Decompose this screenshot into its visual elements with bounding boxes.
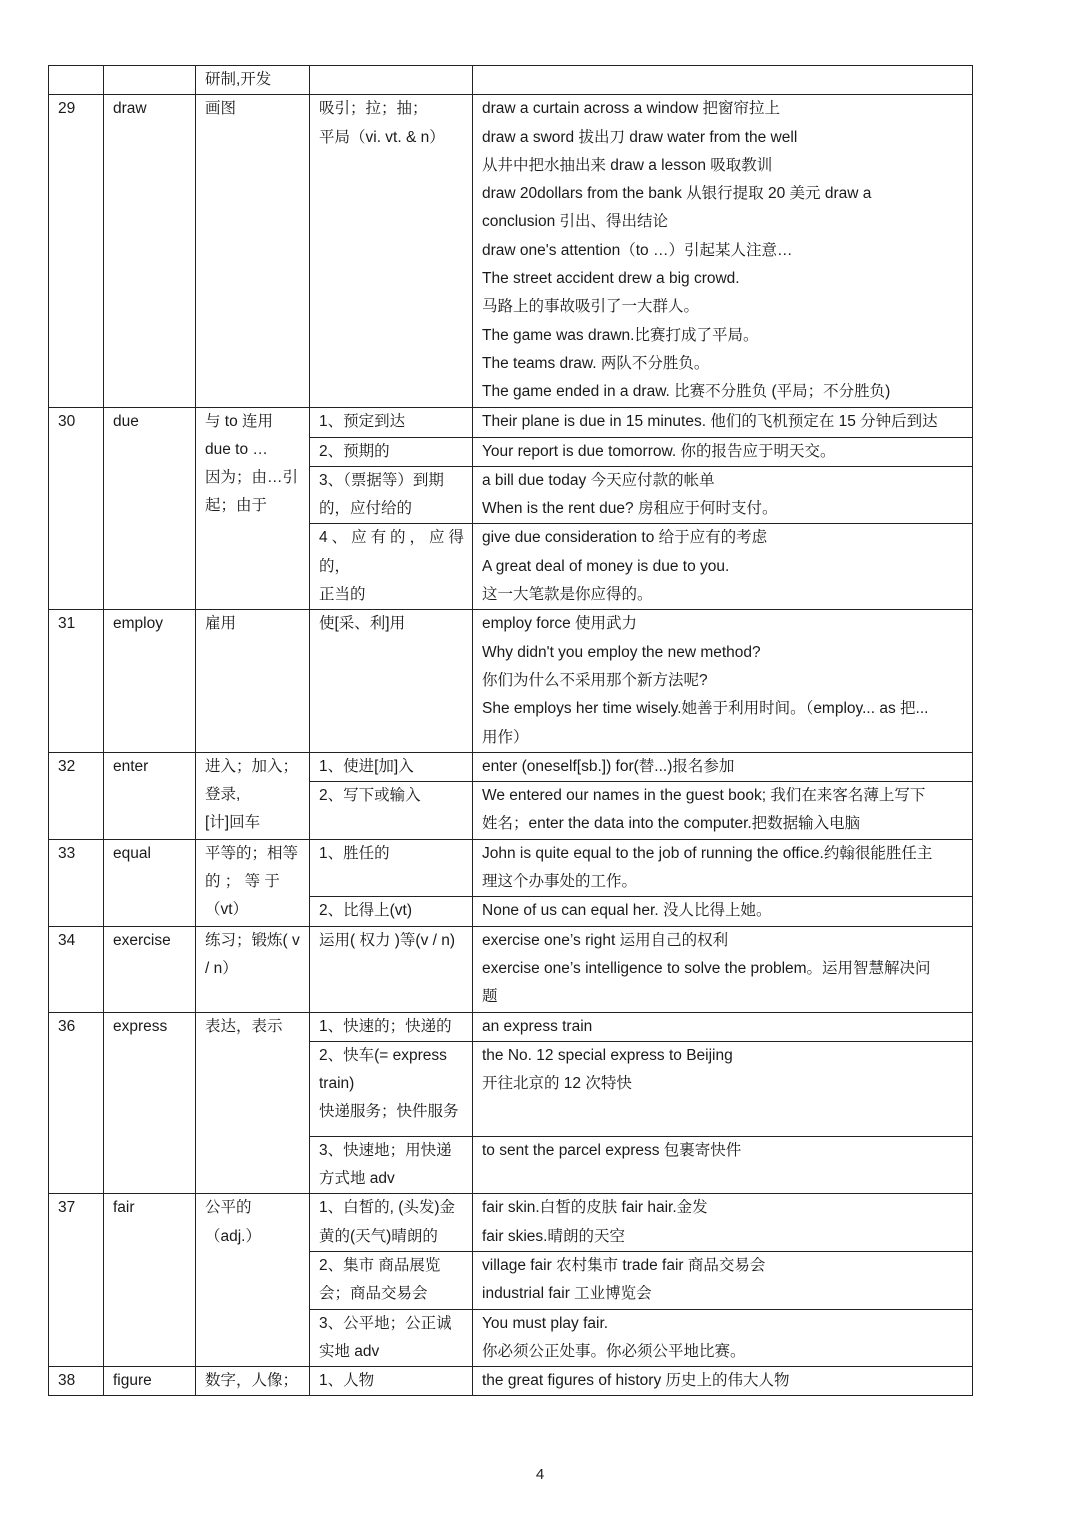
example-line: draw a curtain across a window 把窗帘拉上 bbox=[482, 100, 781, 118]
sense-meaning bbox=[310, 524, 473, 610]
entry-number: 33 bbox=[49, 839, 104, 926]
entry-word bbox=[104, 66, 196, 95]
base-meaning-line: 画图 bbox=[205, 100, 237, 118]
example-line: None of us can equal her. 没人比得上她。 bbox=[482, 902, 772, 920]
entry-row bbox=[49, 95, 973, 407]
entry-base-meaning bbox=[196, 610, 310, 752]
example-line: 姓名；enter the data into the computer.把数据输入电脑 bbox=[482, 815, 861, 833]
entry-row bbox=[49, 1194, 973, 1252]
example-line: The street accident drew a big crowd. bbox=[482, 270, 740, 288]
example-line: 开往北京的 12 次特快 bbox=[482, 1075, 632, 1093]
sense-meaning bbox=[310, 1012, 473, 1041]
sense-meaning bbox=[310, 1194, 473, 1252]
entry-word: employ bbox=[104, 610, 196, 752]
example-line: to sent the parcel express 包裹寄快件 bbox=[482, 1141, 742, 1159]
base-meaning-line: 表达，表示 bbox=[205, 1017, 283, 1035]
example-line: The teams draw. 两队不分胜负。 bbox=[482, 354, 710, 372]
sense-examples bbox=[473, 1041, 973, 1136]
sense-examples bbox=[473, 839, 973, 897]
sense-meaning-line: 2、预期的 bbox=[319, 442, 390, 460]
base-meaning-line: 登录, bbox=[205, 786, 241, 804]
entry-row bbox=[49, 66, 973, 95]
example-line: village fair 农村集市 trade fair 商品交易会 bbox=[482, 1256, 766, 1274]
sense-meaning-line: 3、公平地；公正诚 bbox=[319, 1314, 452, 1332]
sense-meaning-line: 快递服务；快件服务 bbox=[319, 1103, 459, 1121]
example-line: We entered our names in the guest book; 我们在来客名薄上写下 bbox=[482, 787, 926, 805]
entry-word: due bbox=[104, 407, 196, 610]
sense-meaning-line: 2、比得上(vt) bbox=[319, 902, 413, 920]
example-line: exercise one’s intelligence to solve the problem。运用智慧解决问 bbox=[482, 959, 931, 977]
entry-base-meaning bbox=[196, 407, 310, 610]
base-meaning-line: 的 ； 等 于 bbox=[205, 873, 280, 891]
sense-examples bbox=[473, 897, 973, 926]
sense-meaning bbox=[310, 95, 473, 407]
sense-examples bbox=[473, 610, 973, 752]
base-meaning-line: 因为；由…引 bbox=[205, 469, 299, 487]
entry-row bbox=[49, 839, 973, 897]
example-line: Your report is due tomorrow. 你的报告应于明天交。 bbox=[482, 442, 836, 460]
base-meaning-line: 进入；加入； bbox=[205, 757, 299, 775]
example-line: 题 bbox=[482, 988, 498, 1006]
sense-meaning bbox=[310, 610, 473, 752]
sense-meaning-line: 1、人物 bbox=[319, 1372, 375, 1390]
entry-number: 30 bbox=[49, 407, 104, 610]
sense-meaning-line: 3、（票据等）到期 bbox=[319, 471, 444, 489]
entry-word: enter bbox=[104, 752, 196, 839]
sense-examples bbox=[473, 926, 973, 1012]
example-line: 你必须公正处事。你必须公平地比赛。 bbox=[482, 1342, 746, 1360]
entry-number: 34 bbox=[49, 926, 104, 1012]
sense-examples bbox=[473, 95, 973, 407]
base-meaning-line: / n） bbox=[205, 959, 238, 977]
example-line: When is the rent due? 房租应于何时支付。 bbox=[482, 500, 778, 518]
sense-meaning bbox=[310, 66, 473, 95]
sense-meaning-line: 2、快车(= express bbox=[319, 1046, 447, 1064]
entry-number: 29 bbox=[49, 95, 104, 407]
example-line: 用作） bbox=[482, 728, 529, 746]
sense-examples bbox=[473, 1251, 973, 1309]
entry-base-meaning bbox=[196, 926, 310, 1012]
sense-meaning-line: 1、胜任的 bbox=[319, 844, 390, 862]
sense-meaning bbox=[310, 926, 473, 1012]
entry-base-meaning bbox=[196, 752, 310, 839]
vocabulary-table-body bbox=[49, 66, 973, 1396]
example-line: 马路上的事故吸引了一大群人。 bbox=[482, 298, 700, 316]
example-line: a bill due today 今天应付款的帐单 bbox=[482, 471, 715, 489]
entry-row bbox=[49, 926, 973, 1012]
example-line: give due consideration to 给于应有的考虑 bbox=[482, 529, 768, 547]
vocabulary-table bbox=[48, 65, 973, 1396]
sense-meaning bbox=[310, 1041, 473, 1136]
entry-number: 36 bbox=[49, 1012, 104, 1194]
entry-row bbox=[49, 1012, 973, 1041]
example-line: an express train bbox=[482, 1017, 593, 1035]
example-line: conclusion 引出、得出结论 bbox=[482, 213, 669, 231]
example-line: The game was drawn.比赛打成了平局。 bbox=[482, 326, 759, 344]
base-meaning-line: due to … bbox=[205, 440, 268, 458]
sense-meaning bbox=[310, 1136, 473, 1194]
base-meaning-line: 平等的；相等 bbox=[205, 844, 299, 862]
entry-base-meaning bbox=[196, 1194, 310, 1367]
sense-meaning-line: 正当的 bbox=[319, 586, 366, 604]
example-line: fair skin.白皙的皮肤 fair hair.金发 bbox=[482, 1199, 708, 1217]
base-meaning-line: 练习；锻炼( v bbox=[205, 931, 300, 949]
sense-meaning bbox=[310, 782, 473, 840]
entry-row bbox=[49, 752, 973, 781]
sense-meaning-line: 2、集市 商品展览 bbox=[319, 1256, 441, 1274]
example-line: 这一大笔款是你应得的。 bbox=[482, 586, 653, 604]
sense-meaning-line: 4、应有的，应得的， bbox=[319, 529, 464, 575]
entry-number: 37 bbox=[49, 1194, 104, 1367]
entry-word: equal bbox=[104, 839, 196, 926]
sense-meaning bbox=[310, 407, 473, 437]
entry-row bbox=[49, 610, 973, 752]
sense-examples bbox=[473, 1309, 973, 1367]
example-line: employ force 使用武力 bbox=[482, 615, 638, 633]
sense-examples bbox=[473, 466, 973, 524]
example-line: John is quite equal to the job of running the office.约翰很能胜任主 bbox=[482, 844, 933, 862]
sense-meaning bbox=[310, 466, 473, 524]
sense-meaning-line: 平局（vi. vt. & n） bbox=[319, 128, 445, 146]
example-line: enter (oneself[sb.]) for(替...)报名参加 bbox=[482, 757, 735, 775]
sense-meaning-line: 2、写下或输入 bbox=[319, 787, 421, 805]
example-line: the great figures of history 历史上的伟大人物 bbox=[482, 1372, 790, 1390]
base-meaning-line: 雇用 bbox=[205, 615, 237, 633]
sense-examples bbox=[473, 782, 973, 840]
sense-meaning-line: 1、白皙的, (头发)金 bbox=[319, 1199, 456, 1217]
example-line: Their plane is due in 15 minutes. 他们的飞机预定在 15 分钟后到达 bbox=[482, 412, 938, 430]
page-number: 4 bbox=[535, 1466, 545, 1483]
sense-examples bbox=[473, 1367, 973, 1396]
base-meaning-line: 研制,开发 bbox=[205, 71, 272, 88]
example-line: She employs her time wisely.她善于利用时间。（employ... as 把... bbox=[482, 700, 929, 718]
example-line: draw a sword 拔出刀 draw water from the well bbox=[482, 128, 798, 146]
example-line: draw one's attention（to …）引起某人注意… bbox=[482, 241, 793, 259]
example-line: 你们为什么不采用那个新方法呢? bbox=[482, 671, 708, 689]
sense-meaning-line: 方式地 adv bbox=[319, 1170, 395, 1188]
sense-examples bbox=[473, 524, 973, 610]
sense-meaning-line: 实地 adv bbox=[319, 1342, 380, 1360]
base-meaning-line: [计]回车 bbox=[205, 814, 261, 832]
entry-word: figure bbox=[104, 1367, 196, 1396]
sense-meaning-line: 1、快速的；快递的 bbox=[319, 1017, 452, 1035]
entry-number: 31 bbox=[49, 610, 104, 752]
entry-word: draw bbox=[104, 95, 196, 407]
sense-examples bbox=[473, 66, 973, 95]
entry-base-meaning bbox=[196, 95, 310, 407]
base-meaning-line: （adj.） bbox=[205, 1227, 261, 1245]
example-line: A great deal of money is due to you. bbox=[482, 557, 730, 575]
base-meaning-line: （vt） bbox=[205, 901, 249, 919]
entry-word: fair bbox=[104, 1194, 196, 1367]
entry-row bbox=[49, 1367, 973, 1396]
example-line: fair skies.晴朗的天空 bbox=[482, 1227, 625, 1245]
sense-examples bbox=[473, 437, 973, 466]
sense-meaning bbox=[310, 1251, 473, 1309]
entry-row bbox=[49, 407, 973, 437]
entry-base-meaning bbox=[196, 839, 310, 926]
entry-base-meaning bbox=[196, 1012, 310, 1194]
sense-meaning-line: 使[采、利]用 bbox=[319, 615, 406, 633]
example-line: 从井中把水抽出来 draw a lesson 吸取教训 bbox=[482, 156, 773, 174]
base-meaning-line: 与 to 连用 bbox=[205, 412, 274, 430]
sense-meaning bbox=[310, 1309, 473, 1367]
base-meaning-line: 数字，人像； bbox=[205, 1372, 299, 1390]
sense-examples bbox=[473, 407, 973, 437]
example-line: industrial fair 工业博览会 bbox=[482, 1285, 652, 1303]
sense-meaning-line: 1、预定到达 bbox=[319, 412, 406, 430]
sense-meaning-line: 3、快速地；用快递 bbox=[319, 1141, 452, 1159]
sense-meaning-line: 的，应付给的 bbox=[319, 500, 413, 518]
sense-meaning bbox=[310, 839, 473, 897]
entry-word: exercise bbox=[104, 926, 196, 1012]
sense-meaning-line: 吸引；拉；抽； bbox=[319, 100, 428, 118]
sense-meaning bbox=[310, 752, 473, 781]
example-line: 理这个办事处的工作。 bbox=[482, 873, 638, 891]
sense-examples bbox=[473, 1136, 973, 1194]
sense-meaning bbox=[310, 437, 473, 466]
entry-number: 32 bbox=[49, 752, 104, 839]
sense-meaning bbox=[310, 897, 473, 926]
example-line: You must play fair. bbox=[482, 1314, 609, 1332]
sense-meaning-line: 黄的(天气)晴朗的 bbox=[319, 1227, 438, 1245]
base-meaning-line: 起；由于 bbox=[205, 497, 268, 515]
sense-meaning-line: 1、使进[加]入 bbox=[319, 757, 414, 775]
sense-meaning-line: 运用( 权力 )等(v / n) bbox=[319, 931, 456, 949]
sense-examples bbox=[473, 752, 973, 781]
entry-base-meaning bbox=[196, 1367, 310, 1396]
sense-examples bbox=[473, 1194, 973, 1252]
sense-examples bbox=[473, 1012, 973, 1041]
example-line: draw 20dollars from the bank 从银行提取 20 美元 draw a bbox=[482, 185, 872, 203]
entry-base-meaning bbox=[196, 66, 310, 95]
sense-meaning bbox=[310, 1367, 473, 1396]
base-meaning-line: 公平的 bbox=[205, 1199, 252, 1217]
example-line: Why didn't you employ the new method? bbox=[482, 643, 761, 661]
example-line: exercise one’s right 运用自己的权利 bbox=[482, 931, 729, 949]
example-line: the No. 12 special express to Beijing bbox=[482, 1046, 733, 1064]
entry-number: 38 bbox=[49, 1367, 104, 1396]
entry-word: express bbox=[104, 1012, 196, 1194]
sense-meaning-line: train) bbox=[319, 1075, 355, 1093]
entry-number bbox=[49, 66, 104, 95]
example-line: The game ended in a draw. 比赛不分胜负 (平局；不分胜负) bbox=[482, 383, 891, 401]
sense-meaning-line: 会；商品交易会 bbox=[319, 1285, 428, 1303]
